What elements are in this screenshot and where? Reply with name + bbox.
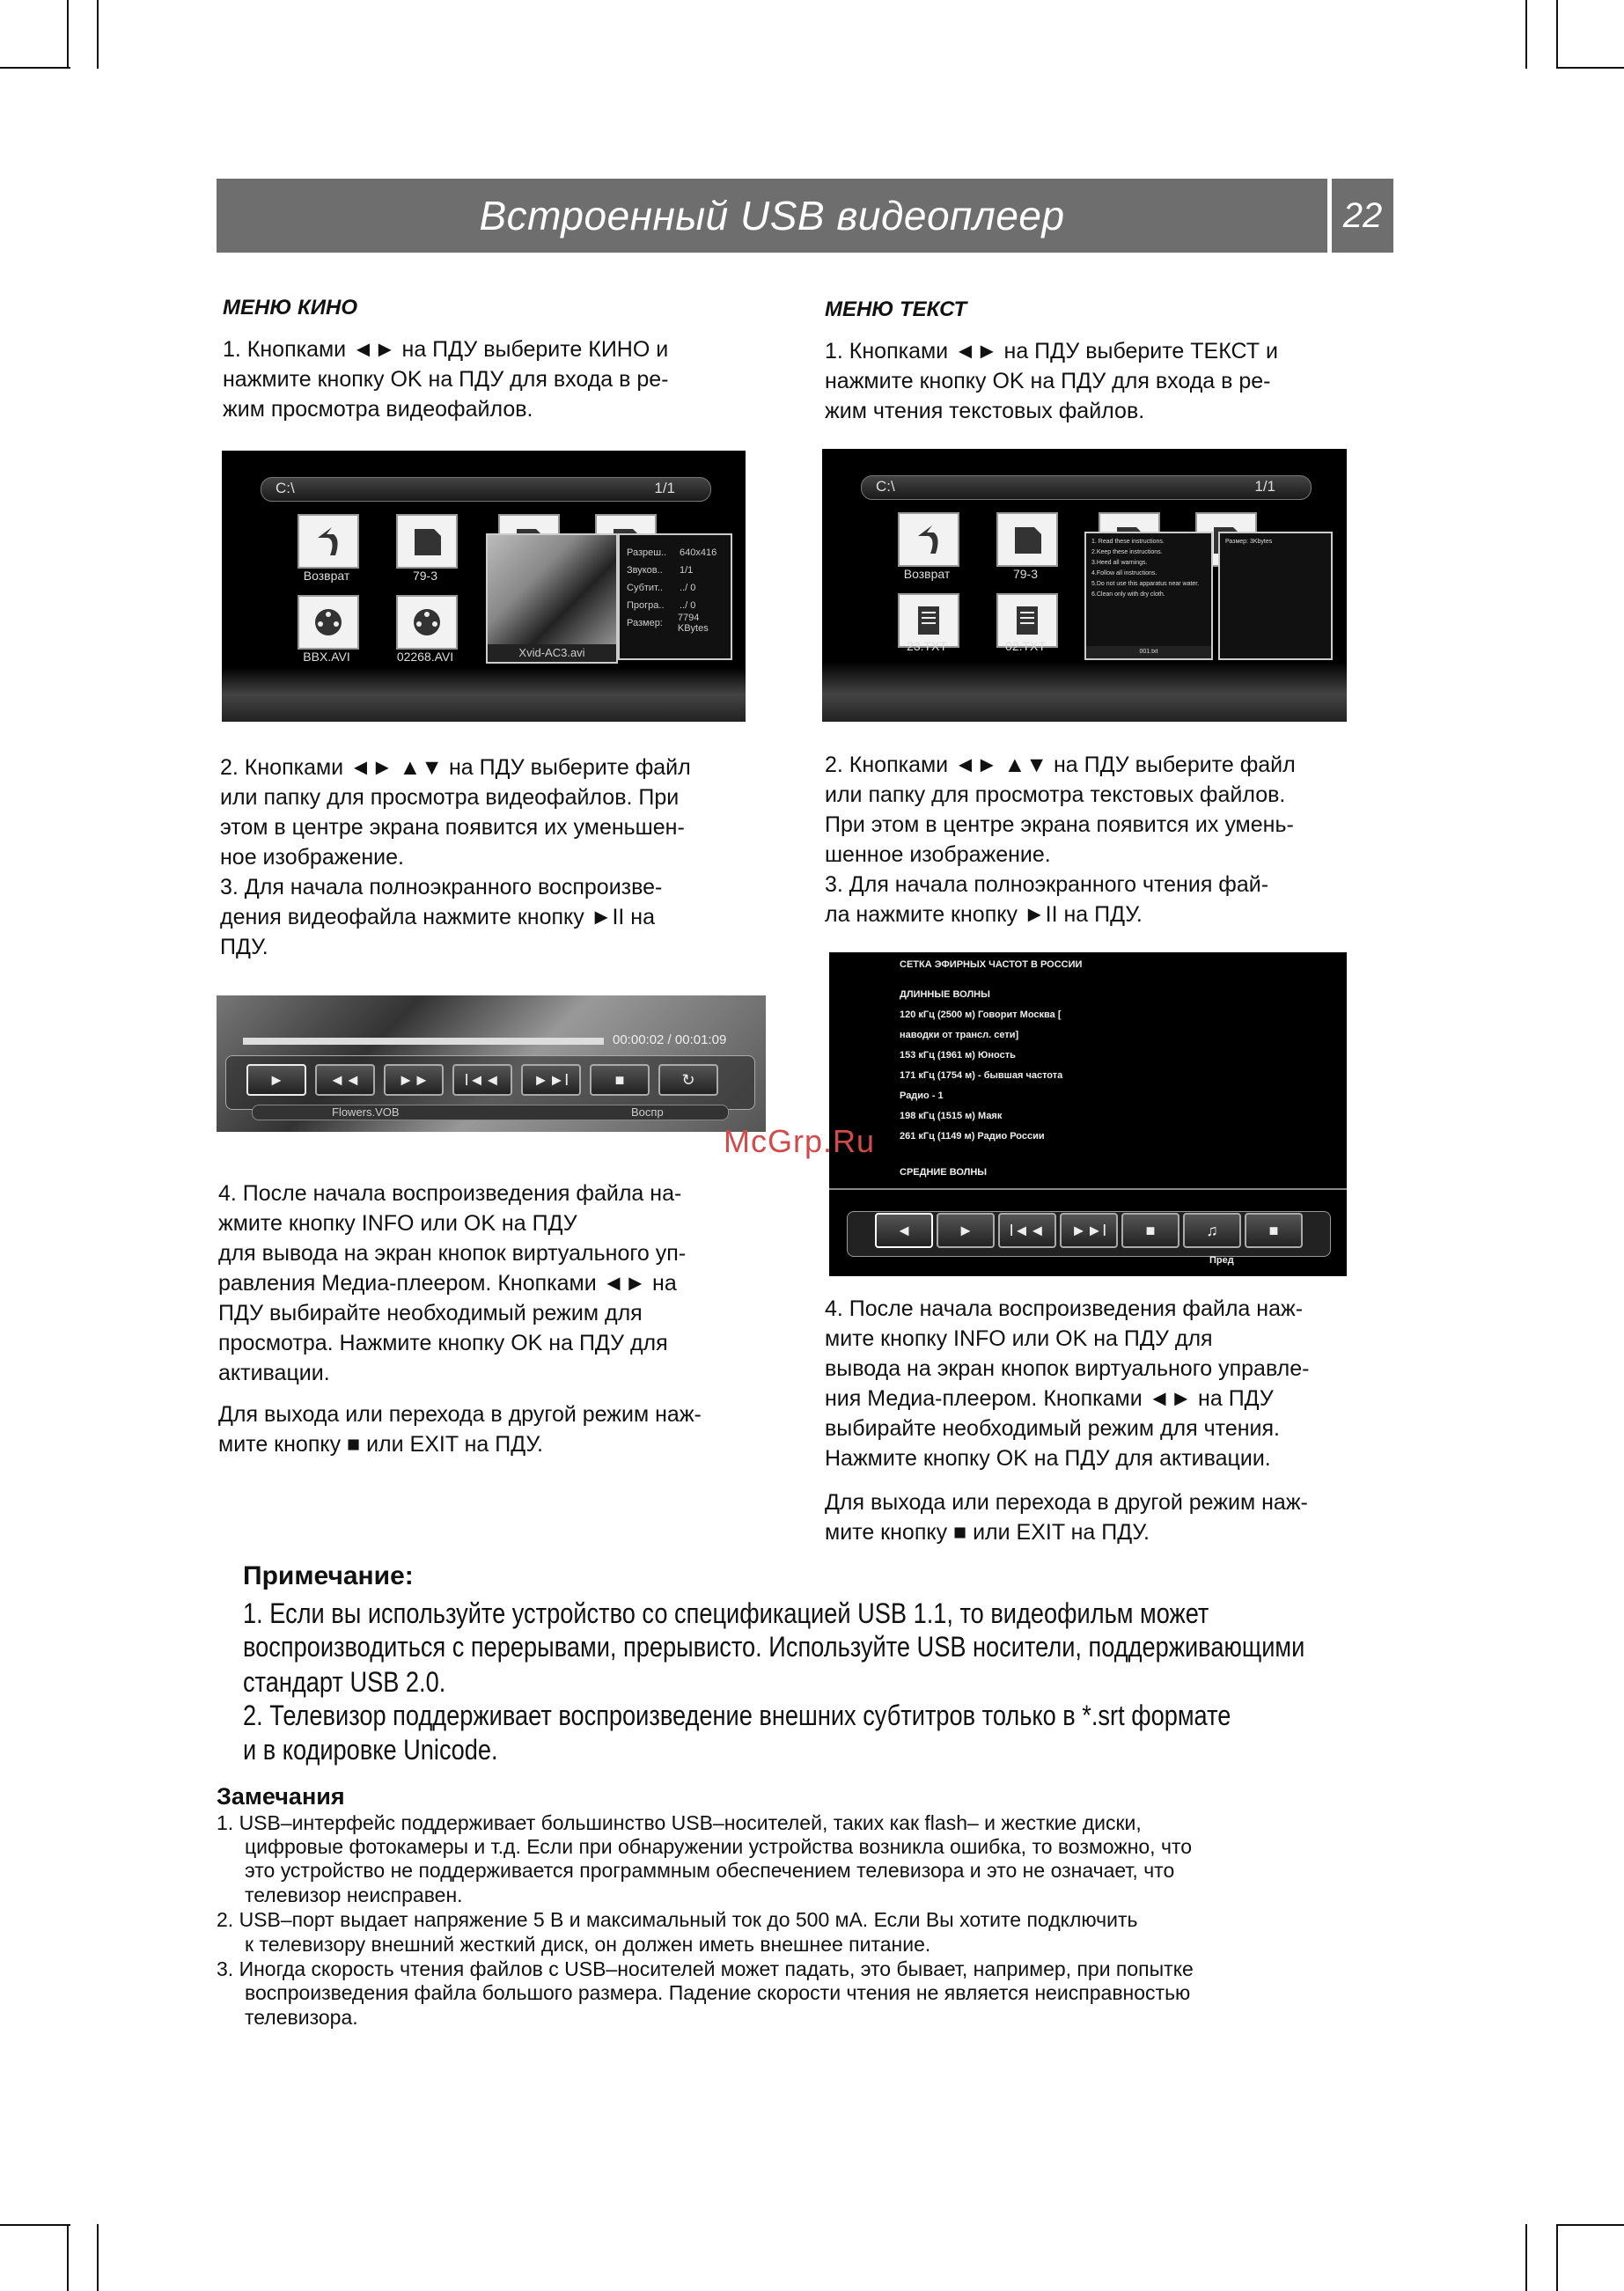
text-line: или папку для просмотра видеофайлов. При bbox=[220, 785, 680, 810]
crop-mark bbox=[0, 67, 70, 69]
info-key: Размер: bbox=[1225, 539, 1249, 545]
folder-icon bbox=[1008, 520, 1047, 559]
page-header bbox=[217, 179, 1327, 253]
path-text: C:\ bbox=[276, 480, 295, 496]
reader-line: 153 кГц (1961 м) Юность bbox=[900, 1050, 1016, 1061]
crop-mark bbox=[97, 2224, 99, 2291]
preview-line: 5.Do not use this apparatus near water. bbox=[1091, 581, 1200, 587]
text-line: этом в центре экрана появится их уменьшен- bbox=[220, 815, 685, 840]
text-line: нажмите кнопку OK на ПДУ для входа в ре- bbox=[223, 367, 669, 392]
text-line: 1. Кнопками ◄► на ПДУ выберите ТЕКСТ и bbox=[825, 339, 1278, 363]
text-step1 bbox=[825, 336, 1353, 426]
text-line: 1. Кнопками ◄► на ПДУ выберите КИНО и bbox=[223, 337, 669, 362]
text-line: 3. Для начала полноэкранного чтения фай- bbox=[825, 872, 1269, 897]
text-line: дения видеофайла нажмите кнопку ►II на bbox=[220, 905, 656, 929]
page-number-text: 22 bbox=[1342, 195, 1383, 235]
text-step4 bbox=[825, 1294, 1379, 1473]
text-line: ПДУ выбирайте необходимый режим для bbox=[218, 1301, 643, 1325]
crop-mark bbox=[1556, 0, 1558, 69]
text-line: ния Медиа-плеером. Кнопками ◄► на ПДУ bbox=[825, 1386, 1274, 1411]
document-icon bbox=[909, 601, 948, 640]
time-display: 00:00:02 / 00:01:09 bbox=[613, 1032, 727, 1047]
remark-line: воспроизведения файла большого размера. Падение скорости чтения не является неисправностью bbox=[245, 1981, 1191, 2004]
note-title: Примечание: bbox=[243, 1561, 414, 1590]
return-arrow-icon bbox=[309, 522, 348, 561]
stop-button[interactable]: ■ bbox=[1121, 1213, 1179, 1248]
text-browser-screenshot bbox=[822, 449, 1347, 722]
tile-label: 02.TXT bbox=[1005, 639, 1046, 653]
crop-mark bbox=[0, 2224, 70, 2226]
info-key: Звуков.. bbox=[627, 565, 663, 576]
reader-line: 198 кГц (1515 м) Маяк bbox=[900, 1111, 1003, 1121]
info-key: Разреш.. bbox=[627, 547, 667, 558]
text-line: При этом в центре экрана появится их умень- bbox=[825, 812, 1294, 837]
preview-line: 1. Read these instructions. bbox=[1091, 539, 1165, 545]
path-bar bbox=[261, 477, 711, 502]
page-counter: 1/1 bbox=[1254, 478, 1275, 495]
preview-line: 3.Heed all warnings. bbox=[1091, 560, 1148, 566]
remark-line: это устройство не поддерживается программным обеспечением телевизора и это не означает, что bbox=[245, 1859, 1175, 1882]
crop-mark bbox=[1525, 0, 1527, 69]
text-info-panel bbox=[1218, 532, 1333, 660]
note-line: воспроизводиться с перерывами, прерывисто. Используйте USB носители, поддерживающими bbox=[243, 1631, 1305, 1663]
text-line: просмотра. Нажмите кнопку OK на ПДУ для bbox=[218, 1331, 668, 1355]
file-name: Flowers.VOB bbox=[332, 1105, 400, 1119]
play-button[interactable]: ► bbox=[246, 1064, 306, 1096]
tile-label: BBX.AVI bbox=[303, 650, 350, 664]
tile-label: 79-3 bbox=[412, 569, 438, 583]
section-title-text: МЕНЮ ТЕКСТ bbox=[825, 297, 967, 321]
video-preview bbox=[486, 533, 618, 664]
text-line: Нажмите кнопку OK на ПДУ для активации. bbox=[825, 1446, 1271, 1471]
info-row bbox=[620, 562, 731, 579]
text-step2-3 bbox=[825, 750, 1370, 929]
folder-tile[interactable] bbox=[396, 514, 458, 569]
text-line: шенное изображение. bbox=[825, 842, 1051, 867]
film-reel-icon bbox=[408, 603, 446, 642]
reader-line: ДЛИННЫЕ ВОЛНЫ bbox=[900, 989, 990, 1000]
text-line: нажмите кнопку OK на ПДУ для входа в ре- bbox=[825, 369, 1271, 393]
document-icon bbox=[1008, 601, 1047, 640]
note-line: и в кодировке Unicode. bbox=[243, 1734, 498, 1766]
text-line: мите кнопку ■ или EXIT на ПДУ. bbox=[218, 1432, 543, 1457]
preview-line: 6.Clean only with dry cloth. bbox=[1091, 591, 1165, 598]
movie-step2-3 bbox=[220, 753, 766, 962]
reader-line: СРЕДНИЕ ВОЛНЫ bbox=[900, 1167, 988, 1178]
return-arrow-icon bbox=[909, 520, 948, 559]
remark-line: телевизора. bbox=[245, 2006, 358, 2029]
mode-label: Воспр bbox=[631, 1105, 664, 1119]
progress-bar[interactable] bbox=[243, 1038, 604, 1045]
mode-label: Пред bbox=[1209, 1255, 1234, 1266]
file-info-panel bbox=[618, 533, 732, 660]
prev-page-button[interactable]: ◄ bbox=[875, 1213, 933, 1248]
remark-line: телевизор неисправен. bbox=[245, 1883, 463, 1906]
preview-caption: 001.txt bbox=[1086, 646, 1211, 658]
crop-mark bbox=[67, 0, 69, 69]
preview-line: 4.Follow all instructions. bbox=[1091, 570, 1157, 576]
folder-icon bbox=[408, 522, 446, 561]
text-line: для вывода на экран кнопок виртуального уп- bbox=[218, 1241, 687, 1266]
path-text: C:\ bbox=[876, 478, 895, 495]
info-row bbox=[620, 614, 731, 632]
text-line: вывода на экран кнопок виртуального управле- bbox=[825, 1356, 1310, 1381]
divider bbox=[829, 1188, 1347, 1190]
return-tile[interactable] bbox=[298, 514, 359, 569]
page-title: Встроенный USB видеоплеер bbox=[479, 193, 1065, 239]
section-title-movie: МЕНЮ КИНО bbox=[223, 296, 358, 319]
movie-step4 bbox=[218, 1179, 764, 1388]
text-line: Для выхода или перехода в другой режим наж- bbox=[218, 1402, 702, 1427]
info-value: 7794 KBytes bbox=[677, 613, 709, 634]
reader-line: 261 кГц (1149 м) Радио России bbox=[900, 1131, 1045, 1142]
next-button[interactable]: ►►I bbox=[1060, 1213, 1118, 1248]
rewind-button[interactable]: ◄◄ bbox=[315, 1064, 375, 1096]
tile-label: Возврат bbox=[303, 569, 350, 583]
reader-line: Радио - 1 bbox=[900, 1090, 944, 1101]
path-bar bbox=[861, 475, 1312, 500]
info-key: Субтит.. bbox=[627, 583, 663, 593]
tile-label: 79-3 bbox=[1012, 567, 1039, 581]
text-line: ПДУ. bbox=[220, 935, 268, 959]
reader-line: 171 кГц (1754 м) - бывшая частота bbox=[900, 1070, 1063, 1081]
text-line: 4. После начала воспроизведения файла на- bbox=[218, 1181, 682, 1206]
playlist-button[interactable]: ■ bbox=[1245, 1213, 1303, 1248]
remark-line: 3. Иногда скорость чтения файлов с USB–носителей может падать, это бывает, например, при попытке bbox=[217, 1957, 1194, 1980]
folder-tile[interactable] bbox=[996, 512, 1058, 567]
info-value: ../ 0 bbox=[680, 583, 696, 593]
info-value: ../ 0 bbox=[680, 600, 696, 611]
text-line: ла нажмите кнопку ►II на ПДУ. bbox=[825, 902, 1143, 927]
info-row bbox=[620, 544, 731, 562]
movie-browser-screenshot bbox=[222, 451, 746, 722]
text-line: выбирайте необходимый режим для чтения. bbox=[825, 1416, 1280, 1441]
previous-button[interactable]: I◄◄ bbox=[452, 1064, 512, 1096]
remark-line: 2. USB–порт выдает напряжение 5 В и максимальный ток до 500 мА. Если Вы хотите подключить bbox=[217, 1908, 1138, 1931]
info-key: Програ.. bbox=[627, 600, 665, 611]
reader-line: наводки от трансл. сети] bbox=[900, 1030, 1019, 1040]
text-line: жим просмотра видеофайлов. bbox=[223, 397, 533, 422]
music-button[interactable]: ♫ bbox=[1183, 1213, 1241, 1248]
reader-line: СЕТКА ЭФИРНЫХ ЧАСТОТ В РОССИИ bbox=[900, 959, 1083, 970]
preview-line: 2.Keep these instructions. bbox=[1091, 549, 1163, 555]
remark-line: 1. USB–интерфейс поддерживает большинство USB–носителей, таких как flash– и жесткие диски, bbox=[217, 1811, 1142, 1834]
video-file-tile[interactable] bbox=[298, 595, 359, 650]
crop-mark bbox=[67, 2224, 69, 2291]
info-row bbox=[620, 579, 731, 597]
reader-line: 120 кГц (2500 м) Говорит Москва [ bbox=[900, 1010, 1062, 1020]
tile-label: 02268.AVI bbox=[396, 650, 454, 664]
text-line: активации. bbox=[218, 1361, 330, 1385]
note-line: 1. Если вы используйте устройство со спецификацией USB 1.1, то видеофильм может bbox=[243, 1597, 1209, 1629]
tile-label: 23.TXT bbox=[907, 639, 947, 653]
text-line: мите кнопку INFO или OK на ПДУ для bbox=[825, 1326, 1213, 1351]
movie-exit bbox=[218, 1399, 764, 1459]
page-number bbox=[1332, 179, 1393, 253]
text-line: мите кнопку ■ или EXIT на ПДУ. bbox=[825, 1520, 1150, 1545]
crop-mark bbox=[1556, 2224, 1558, 2291]
crop-mark bbox=[1525, 2224, 1527, 2291]
video-player-screenshot bbox=[217, 995, 766, 1132]
previous-button[interactable]: I◄◄ bbox=[998, 1213, 1056, 1248]
movie-step1 bbox=[223, 334, 742, 424]
page-counter: 1/1 bbox=[654, 480, 675, 496]
text-preview bbox=[1084, 532, 1213, 660]
text-line: 3. Для начала полноэкранного воспроизве- bbox=[220, 875, 663, 900]
fast-forward-button[interactable]: ►► bbox=[384, 1064, 444, 1096]
text-line: жим чтения текстовых файлов. bbox=[825, 399, 1145, 423]
remarks-title: Замечания bbox=[217, 1783, 345, 1810]
video-file-tile[interactable] bbox=[396, 595, 458, 650]
crop-mark bbox=[1556, 2224, 1624, 2226]
info-row bbox=[620, 597, 731, 614]
crop-mark bbox=[97, 0, 99, 69]
remark-line: цифровые фотокамеры и т.д. Если при обнаружении устройства возникла ошибка, то возможно, что bbox=[245, 1835, 1193, 1858]
text-line: ное изображение. bbox=[220, 845, 404, 870]
info-key: Размер: bbox=[627, 618, 663, 628]
info-value: 3Kbytes bbox=[1249, 539, 1273, 545]
text-line: Для выхода или перехода в другой режим наж- bbox=[825, 1490, 1308, 1515]
text-exit bbox=[825, 1487, 1379, 1547]
repeat-button[interactable]: ↻ bbox=[658, 1064, 718, 1096]
status-bar bbox=[252, 1105, 729, 1120]
text-line: жмите кнопку INFO или OK на ПДУ bbox=[218, 1211, 577, 1236]
info-value: 1/1 bbox=[680, 565, 694, 576]
return-tile[interactable] bbox=[898, 512, 959, 567]
text-line: равления Медиа-плеером. Кнопками ◄► на bbox=[218, 1271, 677, 1296]
next-button[interactable]: ►►I bbox=[521, 1064, 581, 1096]
preview-caption: Xvid-AC3.avi bbox=[488, 644, 616, 662]
remark-line: к телевизору внешний жесткий диск, он должен иметь внешнее питание. bbox=[245, 1933, 931, 1956]
text-line: 4. После начала воспроизведения файла наж- bbox=[825, 1296, 1304, 1321]
watermark: McGrp.Ru bbox=[724, 1123, 876, 1159]
note-line: 2. Телевизор поддерживает воспроизведение внешних субтитров только в *.srt формате bbox=[243, 1700, 1231, 1731]
tile-label: Возврат bbox=[903, 567, 951, 581]
film-reel-icon bbox=[309, 603, 348, 642]
text-line: 2. Кнопками ◄► ▲▼ на ПДУ выберите файл bbox=[220, 755, 691, 780]
info-value: 640x416 bbox=[680, 547, 717, 558]
text-line: или папку для просмотра текстовых файлов. bbox=[825, 782, 1286, 807]
crop-mark bbox=[1556, 67, 1624, 69]
next-page-button[interactable]: ► bbox=[937, 1213, 995, 1248]
stop-button[interactable]: ■ bbox=[590, 1064, 650, 1096]
text-reader-screenshot bbox=[829, 952, 1347, 1276]
text-line: 2. Кнопками ◄► ▲▼ на ПДУ выберите файл bbox=[825, 753, 1296, 777]
note-line: стандарт USB 2.0. bbox=[243, 1666, 446, 1698]
